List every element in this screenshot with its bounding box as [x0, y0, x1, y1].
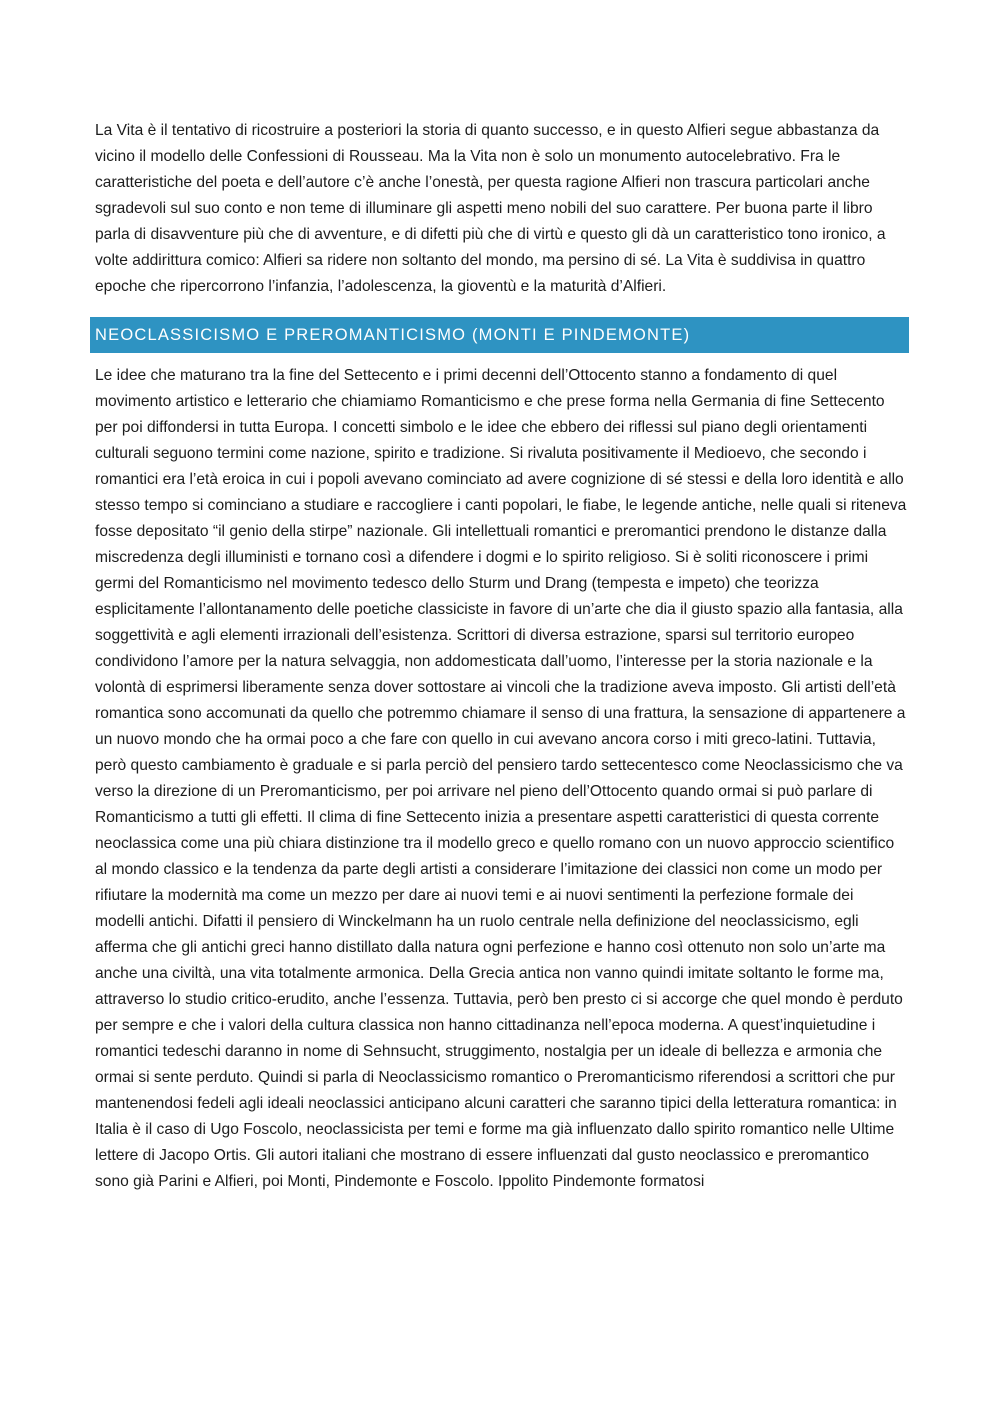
section-heading: NEOCLASSICISMO E PREROMANTICISMO (MONTI E PINDEMONTE)	[95, 325, 691, 344]
document-content	[95, 118, 907, 1195]
paragraph-vita: La Vita è il tentativo di ricostruire a posteriori la storia di quanto successo, e in questo Alfieri segue abbastanza da vicino il modello delle Confessioni di Rousseau. Ma la Vita non è solo un monumento autocelebrativo. Fra le caratteristiche del poeta e dell’autore c’è anche l’onestà, per questa ragione Alfieri non trascura particolari anche sgradevoli sul suo conto e non teme di illuminare gli aspetti meno nobili del suo carattere. Per buona parte il libro parla di disavventure più che di avventure, e di difetti più che di virtù e questo gli dà un caratteristico tono ironico, a volte addirittura comico: Alfieri sa ridere non soltanto del mondo, ma persino di sé. La Vita è suddivisa in quattro epoche che ripercorrono l’infanzia, l’adolescenza, la gioventù e la maturità d’Alfieri.	[95, 122, 886, 295]
paragraph-neoclassicismo: Le idee che maturano tra la fine del Settecento e i primi decenni dell’Ottocento stanno a fondamento di quel movimento artistico e letterario che chiamiamo Romanticismo e che prese forma nella Germania di fine Settecento per poi diffondersi in tutta Europa. I concetti simbolo e le idee che ebbero dei riflessi sul piano degli orientamenti culturali seguono termini come nazione, spirito e tradizione. Si rivaluta positivamente il Medioevo, che secondo i romantici era l’età eroica in cui i popoli avevano cominciato ad avere cognizione di sé stessi e della loro identità e allo stesso tempo si cominciano a studiare e raccogliere i canti popolari, le fiabe, le legende antiche, nelle quali si riteneva fosse depositato “il genio della stirpe” nazionale. Gli intellettuali romantici e preromantici prendono le distanze dalla miscredenza degli illuministi e tornano così a difendere i dogmi e lo spirito religioso. Si è soliti riconoscere i primi germi del Romanticismo nel movimento tedesco dello Sturm und Drang (tempesta e impeto) che teorizza esplicitamente l’allontanamento delle poetiche classiciste in favore di un’arte che dia il giusto spazio alla fantasia, alla soggettività e agli elementi irrazionali dell’esistenza. Scrittori di diversa estrazione, sparsi sul territorio europeo condividono l’amore per la natura selvaggia, non addomesticata dall’uomo, l’interesse per la storia nazionale e la volontà di esprimersi liberamente senza dover sottostare ai vincoli che la tradizione aveva imposto. Gli artisti dell’età romantica sono accomunati da quello che potremmo chiamare il senso di una frattura, la sensazione di appartenere a un nuovo mondo che ha ormai poco a che fare con quello in cui avevano ancora corso i miti greco-latini. Tuttavia, però questo cambiamento è graduale e si parla perciò del pensiero tardo settecentesco come Neoclassicismo che va verso la direzione di un Preromanticismo, per poi arrivare nel pieno dell’Ottocento quando ormai si può parlare di Romanticismo a tutti gli effetti. Il clima di fine Settecento inizia a presentare aspetti caratteristici di questa corrente neoclassica come una più chiara distinzione tra il modello greco e quello romano con un nuovo approccio scientifico al mondo classico e la tendenza da parte degli artisti a considerare l’imitazione dei classici non come un modo per rifiutare la modernità ma come un mezzo per dare ai nuovi temi e ai nuovi sentimenti la perfezione formale dei modelli antichi. Difatti il pensiero di Winckelmann ha un ruolo centrale nella definizione del neoclassicismo, egli afferma che gli antichi greci hanno distillato dalla natura ogni perfezione e hanno così ottenuto non solo un’arte ma anche una civiltà, una vita totalmente armonica. Della Grecia antica non vanno quindi imitate soltanto le forme ma, attraverso lo studio critico-erudito, anche l’essenza. Tuttavia, però ben presto ci si accorge che quel mondo è perduto per sempre e che i valori della cultura classica non hanno cittadinanza nell’epoca moderna. A quest’inquietudine i romantici tedeschi daranno in nome di Sehnsucht, struggimento, nostalgia per un ideale di bellezza e armonia che ormai si sente perduto. Quindi si parla di Neoclassicismo romantico o Preromanticismo riferendosi a scrittori che pur mantenendosi fedeli agli ideali neoclassici anticipano alcuni caratteri che saranno tipici della letteratura romantica: in Italia è il caso di Ugo Foscolo, neoclassicista per temi e forme ma già influenzato dallo spirito romantico nelle Ultime lettere di Jacopo Ortis. Gli autori italiani che mostrano di essere influenzati dal gusto neoclassico e preromantico sono già Parini e Alfieri, poi Monti, Pindemonte e Foscolo. Ippolito Pindemonte formatosi	[95, 367, 907, 1190]
section-heading-bar	[90, 317, 909, 353]
